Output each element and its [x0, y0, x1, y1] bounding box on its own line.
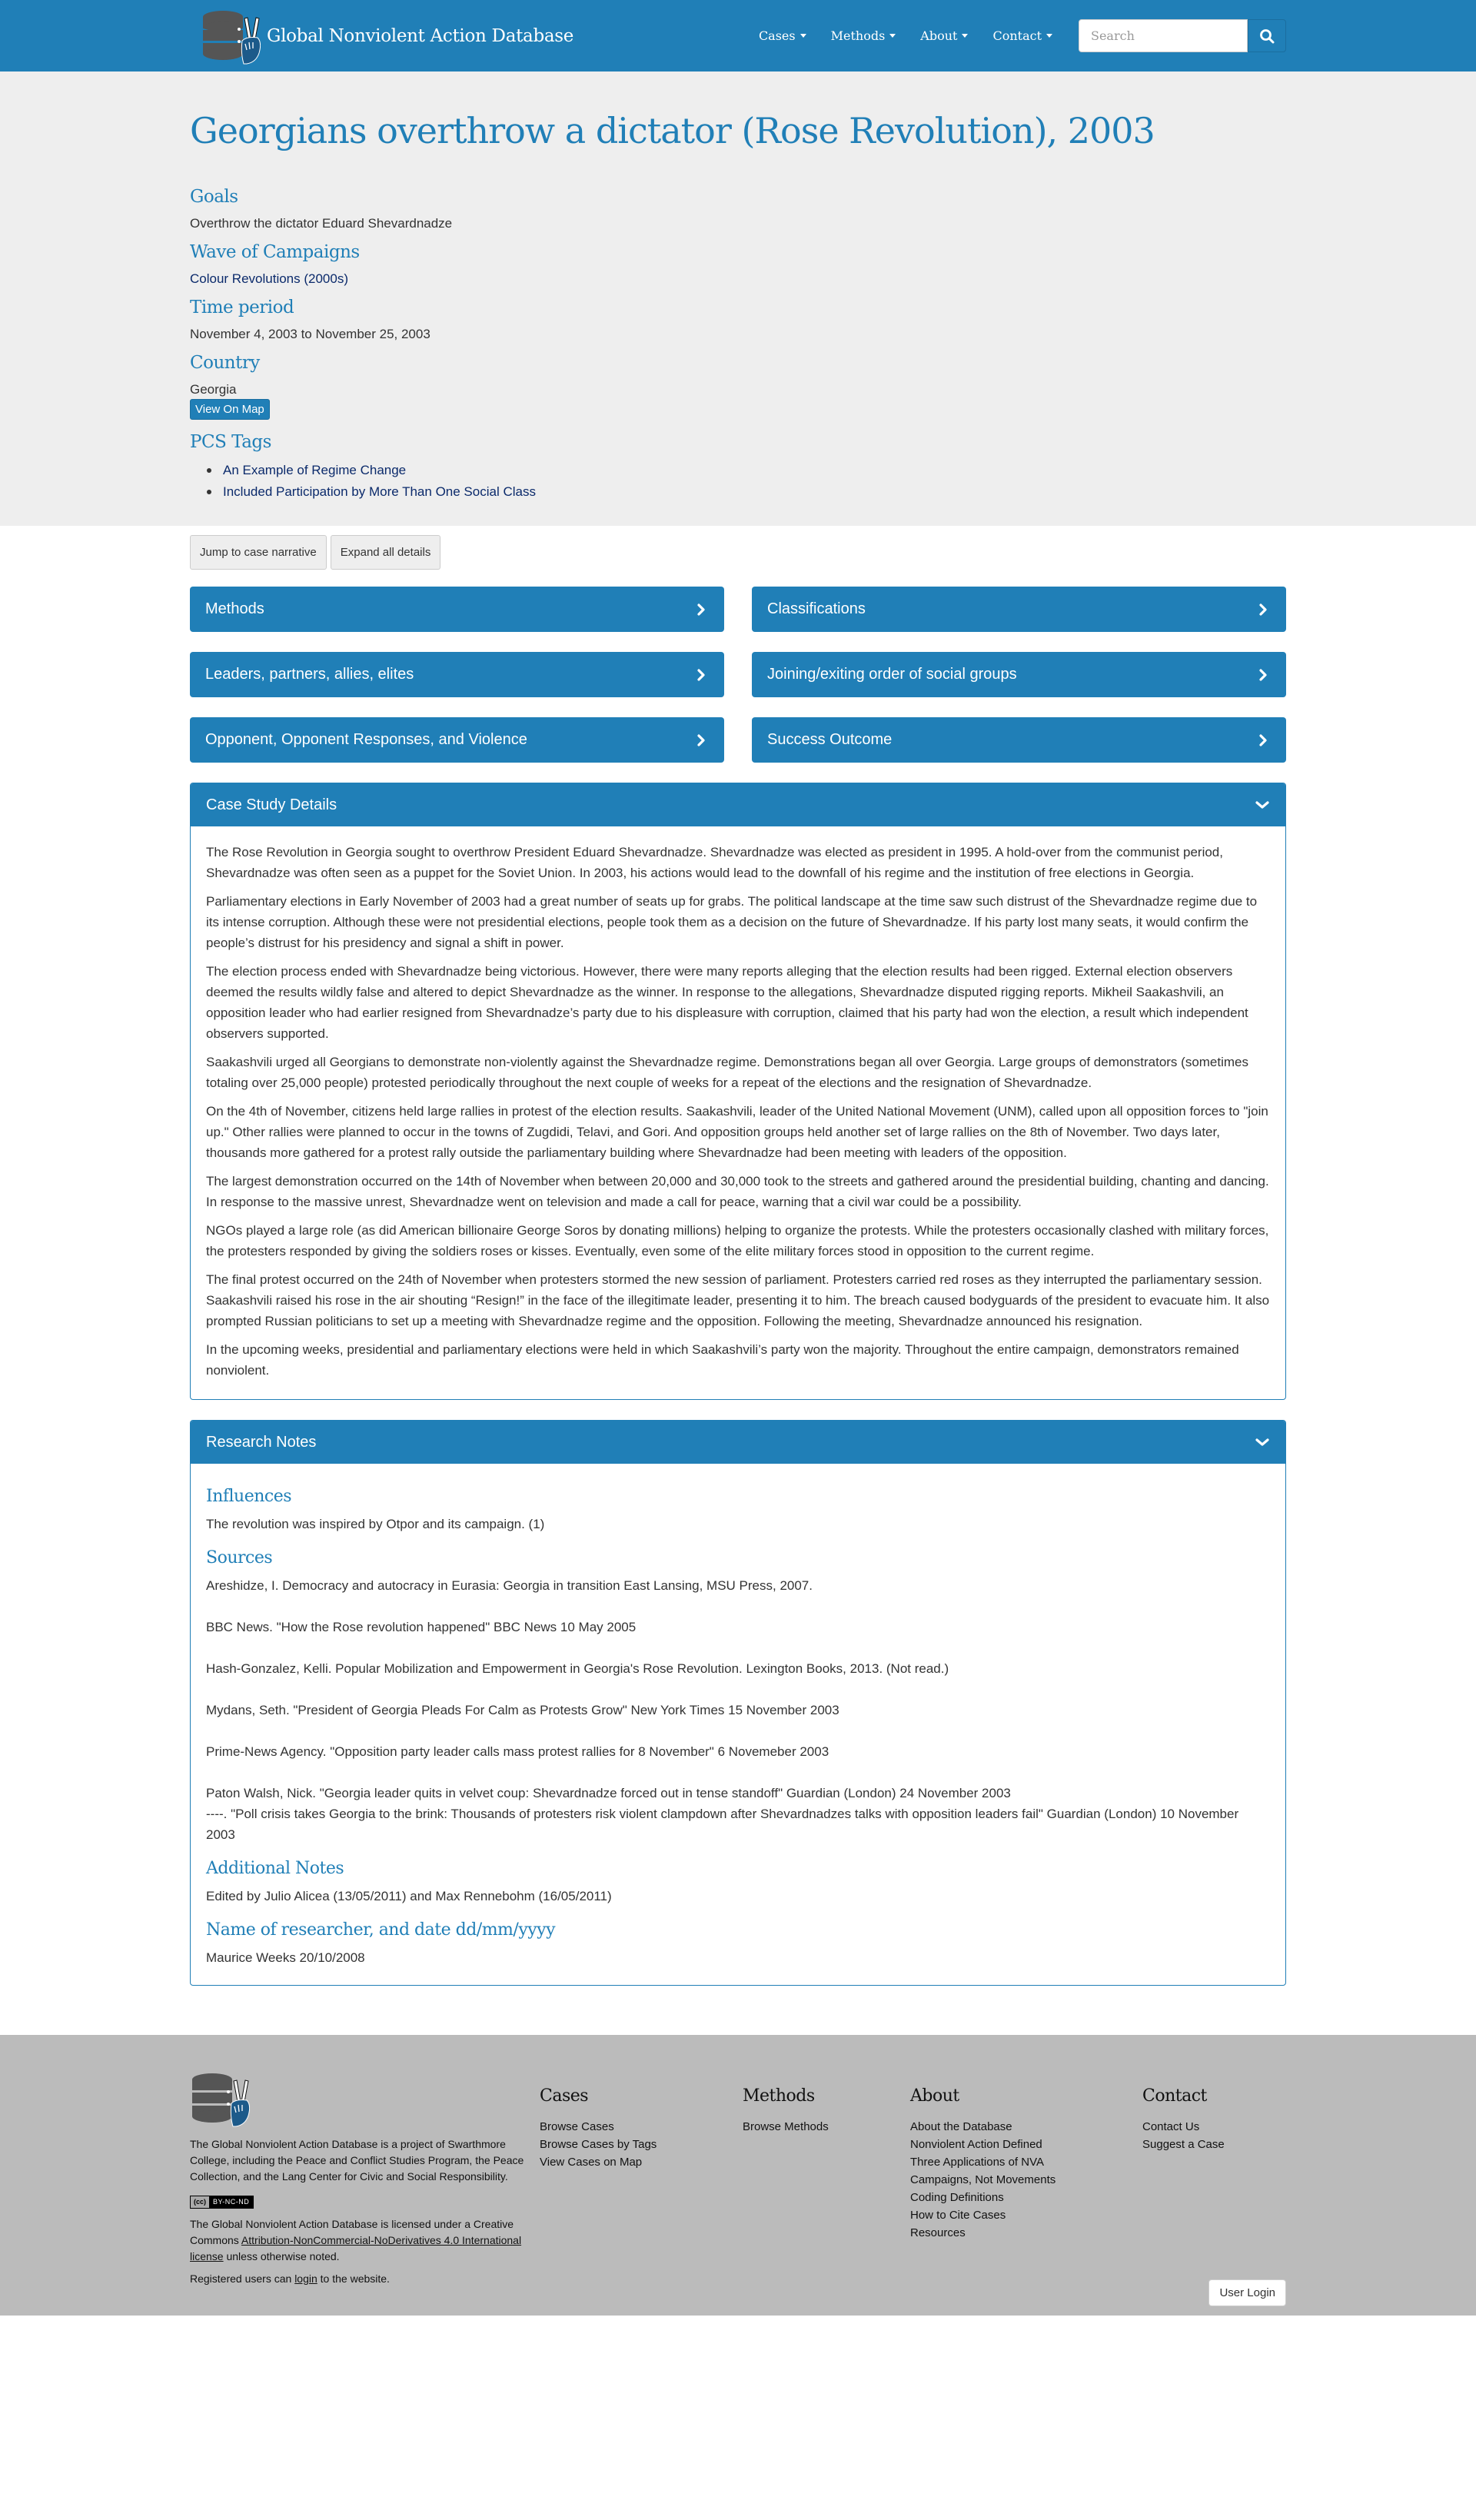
case-study-header[interactable] — [191, 783, 1285, 826]
research-notes-body — [191, 1464, 1285, 1985]
influences-heading: Influences — [206, 1487, 292, 1506]
panel-opponent[interactable] — [190, 717, 724, 763]
source-item: Mydans, Seth. "President of Georgia Pleads For Calm as Protests Grow" New York Times 15 November 2003 — [206, 1703, 839, 1717]
footer-link-browse-methods[interactable]: Browse Methods — [743, 2120, 829, 2133]
chevron-down-icon — [1255, 1435, 1270, 1450]
source-item: ----. "Poll crisis takes Georgia to the brink: Thousands of protesters risk violent clampdown after Shevardnadzes talks with opposition leaders fail" Guardian (London) 10 November 2003 — [206, 1807, 1239, 1842]
footer-link-three-applications[interactable]: Three Applications of NVA — [910, 2156, 1044, 2169]
cc-license-badge[interactable] — [190, 2196, 254, 2209]
footer-link-browse-tags[interactable]: Browse Cases by Tags — [540, 2138, 657, 2151]
case-summary — [0, 71, 1476, 526]
footer-link-nva-defined[interactable]: Nonviolent Action Defined — [910, 2138, 1042, 2151]
nav-methods-dropdown[interactable] — [831, 28, 896, 43]
footer-col-contact — [1142, 2086, 1225, 2285]
chevron-right-icon — [1255, 733, 1271, 748]
research-notes-panel — [190, 1420, 1286, 1986]
goals-value: Overthrow the dictator Eduard Shevardnadze — [190, 216, 453, 231]
cc-badge-label: BY-NC-ND — [213, 2198, 250, 2206]
footer-link-about-db[interactable]: About the Database — [910, 2120, 1012, 2133]
researcher-heading: Name of researcher, and date dd/mm/yyyy — [206, 1920, 556, 1940]
panel-label: Joining/exiting order of social groups — [767, 666, 1017, 683]
panel-label: Methods — [205, 600, 264, 617]
footer-description: The Global Nonviolent Action Database is a project of Swarthmore College, including the Peace and Conflict Studies Program, the Peace Collection, and the Lang Center for Civic and Social Responsibility. — [190, 2138, 524, 2183]
case-study-panel — [190, 783, 1286, 1400]
main-menu — [746, 19, 1286, 52]
narrative-paragraph: The election process ended with Shevardnadze being victorious. However, there were many reports alleging that the election results had been rigged. External election observers deemed the results wildly false and altered to depict Shevardnadze as the winner. In response to the allegations, Shevardnadze disputed rigging reports. Mikheil Saakashvili, an opposition leader who had earlier resigned from Shevardnadze’s party due to his displeasure with corruption, claimed that his party had won the election, a result which independent observers supported. — [206, 964, 1248, 1041]
page-title: Georgians overthrow a dictator (Rose Revolution), 2003 — [190, 110, 1155, 151]
chevron-right-icon — [693, 602, 709, 617]
nav-cases-label: Cases — [758, 28, 796, 43]
detail-panels — [190, 587, 1286, 763]
narrative-paragraph: Parliamentary elections in Early November of 2003 had a great number of seats up for grabs. The political landscape at the time saw such distrust of the Shevardnadze regime due to its intense corruption. Although these were not presidential elections, people took them as a decision on the future of Shevardnadze. If his party lost many seats, it would confirm the people’s distrust for his presidency and signal a shift in power. — [206, 894, 1258, 950]
registered-prefix: Registered users can — [190, 2272, 295, 2285]
panel-label: Classifications — [767, 600, 866, 617]
time-period-value: November 4, 2003 to November 25, 2003 — [190, 327, 430, 341]
search-input[interactable] — [1079, 19, 1248, 52]
narrative-paragraph: The Rose Revolution in Georgia sought to overthrow President Eduard Shevardnadze. Shevardnadze was elected as president in 1995. A hold-over from the communist period, Shevardnadze was often seen as a puppet for the Soviet Union. In 2003, his actions would lead to the downfall of his regime and the institution of free elections in Georgia. — [206, 845, 1223, 880]
pcs-tags-list — [190, 460, 1286, 503]
source-item: BBC News. "How the Rose revolution happened" BBC News 10 May 2005 — [206, 1620, 637, 1634]
registered-suffix: to the website. — [317, 2272, 390, 2285]
footer-link-suggest-case[interactable]: Suggest a Case — [1142, 2138, 1225, 2151]
pcs-tags-heading: PCS Tags — [190, 432, 271, 452]
footer-col-about — [910, 2086, 1142, 2285]
narrative-paragraph: In the upcoming weeks, presidential and parliamentary elections were held in which Saakashvili’s party won the majority. Throughout the entire campaign, demonstrators remained nonviolent. — [206, 1342, 1239, 1378]
nav-contact-dropdown[interactable] — [992, 28, 1052, 43]
license-prefix: The Global Nonviolent Action Database is licensed under a Creative Commons — [190, 2217, 514, 2246]
source-item: Prime-News Agency. "Opposition party leader calls mass protest rallies for 8 November" 6 Novemeber 2003 — [206, 1744, 829, 1759]
panel-success-outcome[interactable] — [752, 717, 1286, 763]
panel-methods[interactable] — [190, 587, 724, 632]
country-heading: Country — [190, 353, 260, 373]
caret-down-icon — [962, 34, 968, 38]
pcs-tag-item — [198, 481, 1286, 503]
footer-link-campaigns[interactable]: Campaigns, Not Movements — [910, 2173, 1056, 2186]
footer-link-cite[interactable]: How to Cite Cases — [910, 2209, 1006, 2222]
pcs-tag-link[interactable]: An Example of Regime Change — [223, 463, 407, 477]
panel-label: Success Outcome — [767, 731, 893, 748]
source-item: Paton Walsh, Nick. "Georgia leader quits in velvet coup: Shevardnadze forced out in tense standoff" Guardian (London) 24 November 2003 — [206, 1786, 1011, 1800]
footer-link-browse-cases[interactable]: Browse Cases — [540, 2120, 614, 2133]
goals-heading: Goals — [190, 187, 238, 207]
footer-link-coding[interactable]: Coding Definitions — [910, 2191, 1004, 2204]
registered-users-text — [190, 2272, 532, 2285]
footer-contact-heading: Contact — [1142, 2086, 1207, 2106]
search-button[interactable] — [1248, 19, 1286, 52]
nav-cases-dropdown[interactable] — [759, 28, 806, 43]
site-footer — [0, 2035, 1476, 2316]
nav-methods-label: Methods — [830, 28, 886, 43]
panel-leaders[interactable] — [190, 652, 724, 697]
expand-all-button[interactable]: Expand all details — [331, 535, 441, 570]
footer-cases-heading: Cases — [540, 2086, 589, 2106]
country-value: Georgia — [190, 382, 237, 397]
research-notes-header[interactable] — [191, 1421, 1285, 1464]
main-content — [190, 526, 1286, 1986]
narrative-paragraph: On the 4th of November, citizens held large rallies in protest of the election results. Saakashvili, leader of the United National Movement (UNM), called upon all opposition forces to "join up." Other rallies were planned to occur in the towns of Zugdidi, Telavi, and Gori. And opposition groups held another set of large rallies on the 8th of November. Two days later, thousands more gathered for a protest rally outside the parliamentary building where Shevardnadze had been meeting with leaders of the opposition. — [206, 1104, 1268, 1160]
panel-label: Leaders, partners, allies, elites — [205, 666, 414, 683]
footer-about-block — [190, 2070, 532, 2285]
pcs-tag-item — [198, 460, 1286, 481]
footer-col-cases — [540, 2086, 743, 2285]
database-peace-logo-icon — [201, 7, 261, 65]
influences-text: The revolution was inspired by Otpor and its campaign. (1) — [206, 1517, 545, 1531]
license-suffix: unless otherwise noted. — [223, 2249, 340, 2262]
license-text — [190, 2216, 532, 2265]
chevron-down-icon — [1255, 797, 1270, 813]
caret-down-icon — [889, 34, 896, 38]
footer-methods-heading: Methods — [743, 2086, 815, 2106]
wave-link[interactable]: Colour Revolutions (2000s) — [190, 271, 348, 286]
footer-link-resources[interactable]: Resources — [910, 2226, 966, 2239]
additional-notes-heading: Additional Notes — [206, 1859, 344, 1878]
site-name: Global Nonviolent Action Database — [267, 25, 574, 46]
footer-link-contact-us[interactable]: Contact Us — [1142, 2120, 1200, 2133]
sources-heading: Sources — [206, 1548, 273, 1568]
view-on-map-button[interactable]: View On Map — [190, 399, 270, 420]
panel-label: Case Study Details — [206, 796, 337, 813]
case-narrative — [191, 826, 1285, 1399]
chevron-right-icon — [1255, 667, 1271, 683]
case-actions — [190, 526, 1286, 587]
narrative-paragraph: Saakashvili urged all Georgians to demonstrate non-violently against the Shevardnadze regime. Demonstrations began all over Georgia. Large groups of demonstrators (sometimes totaling over 25,000 people) protested periodically throughout the next couple of weeks for a repeat of the elections and the resignation of Shevardnadze. — [206, 1055, 1249, 1090]
wave-heading: Wave of Campaigns — [190, 242, 360, 262]
narrative-paragraph: The largest demonstration occurred on the 14th of November when between 20,000 and 30,000 took to the streets and gathered around the presidential building, chanting and dancing. In response to the massive unrest, Shevardnadze went on television and made a call for peace, warning that a civil war could be a possibility. — [206, 1174, 1269, 1209]
chevron-right-icon — [1255, 602, 1271, 617]
additional-notes-text: Edited by Julio Alicea (13/05/2011) and Max Rennebohm (16/05/2011) — [206, 1889, 612, 1903]
nav-about-dropdown[interactable] — [920, 28, 968, 43]
panel-joining-order[interactable] — [752, 652, 1286, 697]
panel-label: Research Notes — [206, 1433, 317, 1451]
footer-about-heading: About — [910, 2086, 959, 2106]
user-login-button[interactable]: User Login — [1208, 2279, 1286, 2306]
cc-icon: (cc) — [191, 2196, 209, 2208]
search-icon — [1259, 28, 1275, 44]
search-form — [1079, 19, 1286, 52]
footer-link-cases-map[interactable]: View Cases on Map — [540, 2156, 643, 2169]
narrative-paragraph: NGOs played a large role (as did American billionaire George Soros by donating millions) helping to organize the protests. While the protesters occasionally clashed with military forces, the protesters responded by giving the soldiers roses or kisses. Eventually, even some of the elite military forces stood in opposition to the current regime. — [206, 1223, 1269, 1258]
time-period-heading: Time period — [190, 298, 294, 317]
chevron-right-icon — [693, 733, 709, 748]
nav-contact-label: Contact — [992, 28, 1042, 43]
top-navbar — [0, 0, 1476, 71]
pcs-tag-link[interactable]: Included Participation by More Than One Social Class — [223, 484, 536, 499]
panel-label: Opponent, Opponent Responses, and Violence — [205, 731, 527, 748]
nav-about-label: About — [920, 28, 958, 43]
chevron-right-icon — [693, 667, 709, 683]
site-brand-link[interactable] — [190, 0, 573, 71]
researcher-text: Maurice Weeks 20/10/2008 — [206, 1950, 365, 1965]
caret-down-icon — [800, 34, 806, 38]
caret-down-icon — [1046, 34, 1052, 38]
panel-classifications[interactable] — [752, 587, 1286, 632]
login-link[interactable]: login — [294, 2272, 317, 2285]
database-peace-logo-icon — [190, 2070, 250, 2127]
jump-to-narrative-button[interactable]: Jump to case narrative — [190, 535, 327, 570]
narrative-paragraph: The final protest occurred on the 24th of November when protesters stormed the new session of parliament. Protesters carried red roses as they interrupted the parliamentary session. Saakashvili raised his rose in the air shouting “Resign!” in the face of the illegitimate leader, presenting it to him. The breach caused bodyguards of the president to evacuate him. It also prompted Russian politicians to set up a meeting with Shevardnadze regime and the opposition. Following the meeting, Shevardnadze announced his resignation. — [206, 1272, 1270, 1328]
source-item: Areshidze, I. Democracy and autocracy in Eurasia: Georgia in transition East Lansing, MSU Press, 2007. — [206, 1578, 813, 1593]
footer-col-methods — [743, 2086, 910, 2285]
source-item: Hash-Gonzalez, Kelli. Popular Mobilization and Empowerment in Georgia's Rose Revolution. Lexington Books, 2013. (Not read.) — [206, 1661, 949, 1676]
license-link[interactable]: Attribution-NonCommercial-NoDerivatives 4.0 International license — [190, 2233, 522, 2262]
